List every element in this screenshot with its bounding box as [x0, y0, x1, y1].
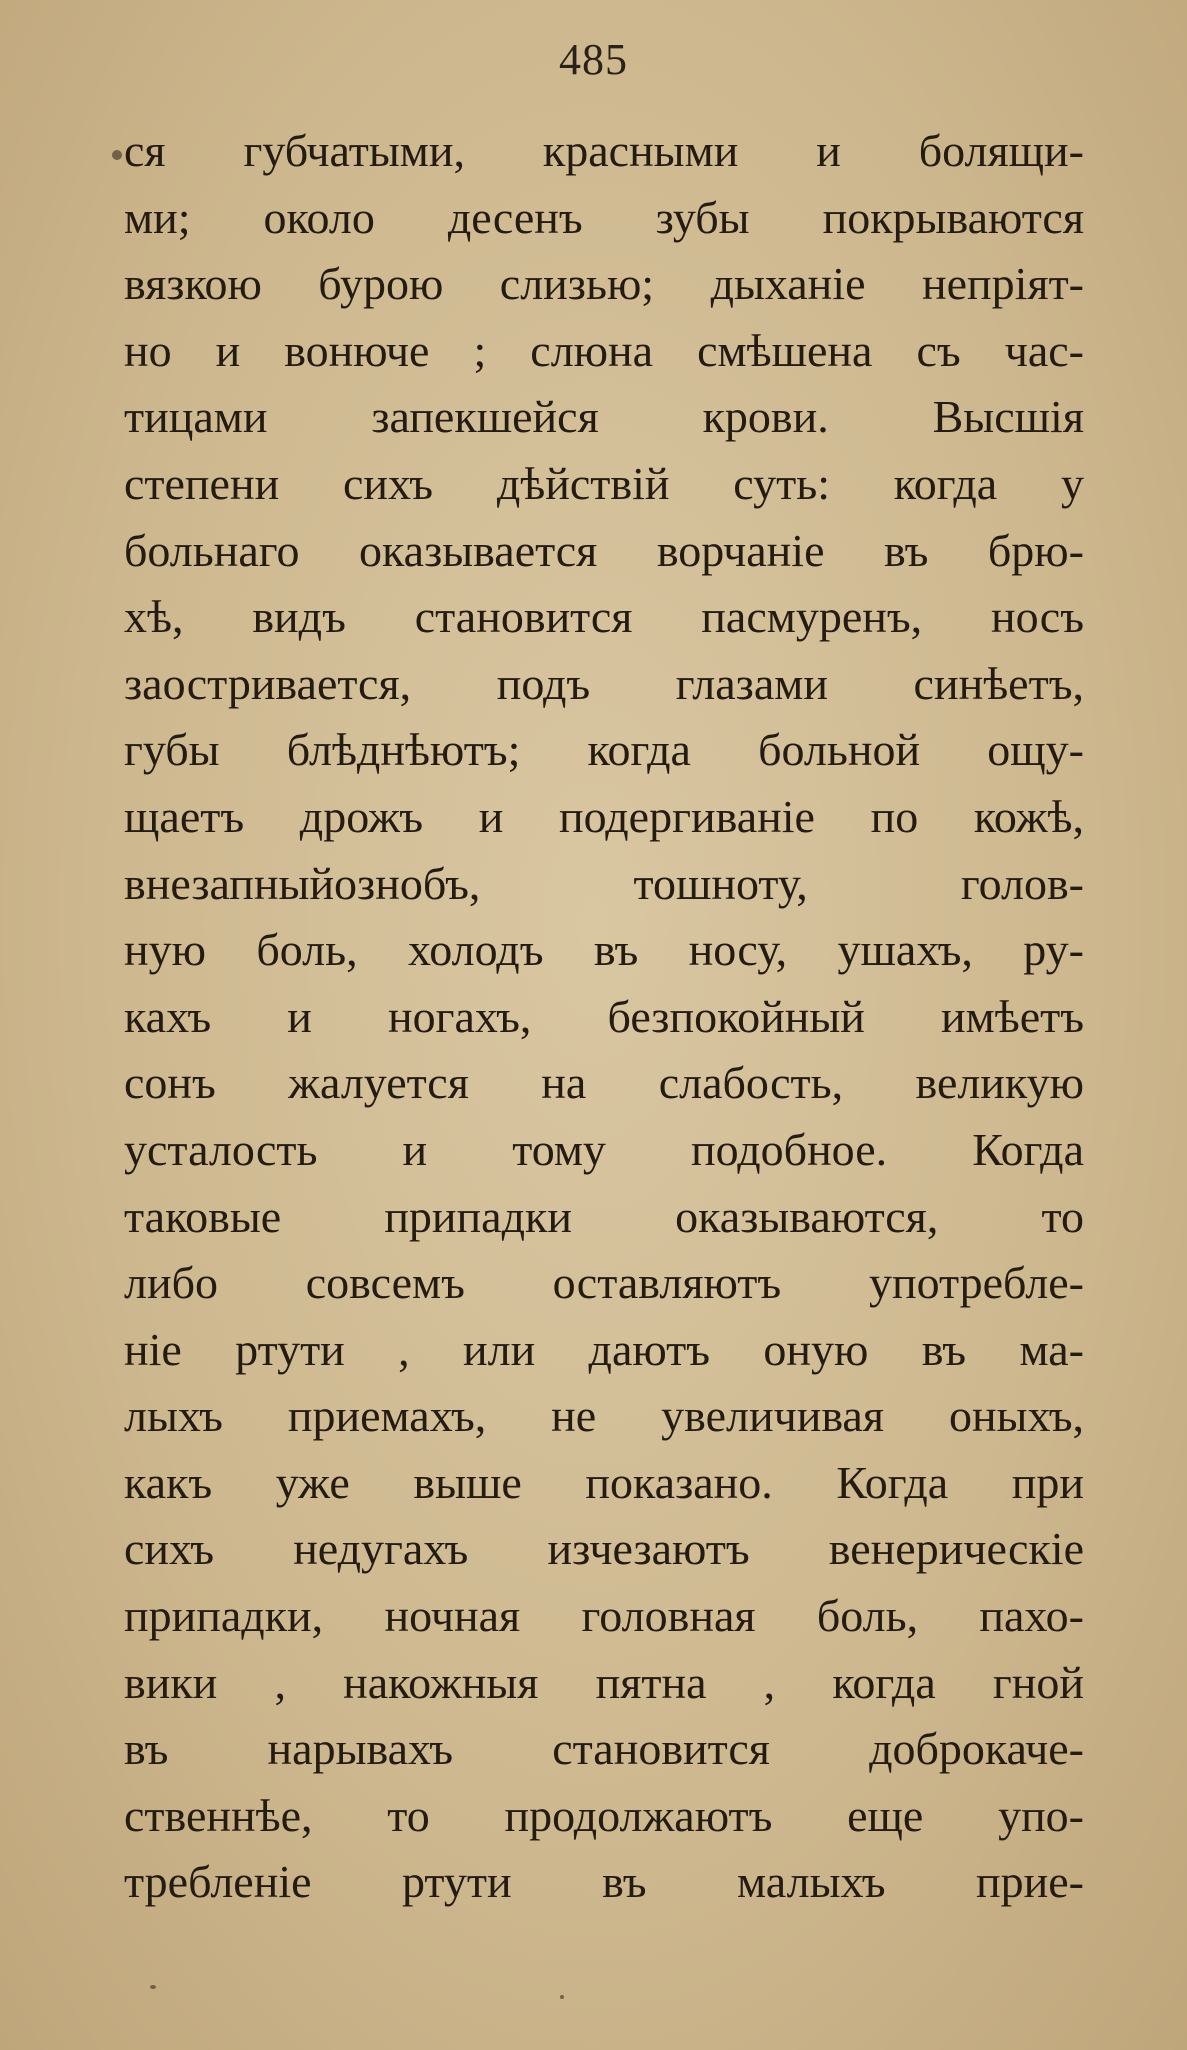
text-line: ми; около десенъ зубы покрываются — [124, 191, 1084, 243]
text-line: заостривается, подъ глазами синѣетъ, — [124, 657, 1084, 709]
text-line: требленіе ртути въ малыхъ прие- — [124, 1856, 1084, 1908]
text-line: ственнѣе, то продолжаютъ еще упо- — [124, 1789, 1084, 1841]
ink-speck — [150, 1985, 156, 1989]
text-line: внезапныйознобъ, тошноту, голов- — [124, 857, 1084, 909]
text-line: вики , накожныя пятна , когда гной — [124, 1656, 1084, 1708]
ink-speck — [560, 1995, 564, 1999]
text-line: щаетъ дрожъ и подергиваніе по кожѣ, — [124, 790, 1084, 842]
text-line: какъ уже выше показано. Когда при — [124, 1456, 1084, 1508]
text-line: хѣ, видъ становится пасмуренъ, носъ — [124, 591, 1084, 643]
text-line: степени сихъ дѣйствій суть: когда у — [124, 457, 1084, 509]
text-line: тицами запекшейся крови. Высшія — [124, 391, 1084, 443]
text-line: припадки, ночная головная боль, пахо- — [124, 1590, 1084, 1642]
body-text — [124, 118, 1084, 1916]
text-line: сихъ недугахъ изчезаютъ венерическіе — [124, 1523, 1084, 1575]
text-line: кахъ и ногахъ, безпокойный имѣетъ — [124, 990, 1084, 1042]
ink-speck — [112, 150, 122, 160]
page-number: 485 — [559, 35, 628, 84]
text-line: больнаго оказывается ворчаніе въ брю- — [124, 524, 1084, 576]
text-line: губы блѣднѣютъ; когда больной ощу- — [124, 724, 1084, 776]
text-line: въ нарывахъ становится доброкаче- — [124, 1723, 1084, 1775]
text-line: сонъ жалуется на слабость, великую — [124, 1057, 1084, 1109]
text-line: либо совсемъ оставляютъ употребле- — [124, 1257, 1084, 1309]
text-line: вязкою бурою слизью; дыханіе непріят- — [124, 258, 1084, 310]
text-line: усталость и тому подобное. Когда — [124, 1123, 1084, 1175]
text-line: ся губчатыми, красными и болящи- — [124, 125, 1084, 176]
text-line: ніе ртути , или даютъ оную въ ма- — [124, 1323, 1084, 1375]
text-line: но и вонюче ; слюна смѣшена съ час- — [124, 324, 1084, 376]
text-line: таковые припадки оказываются, то — [124, 1190, 1084, 1242]
text-line: ную боль, холодъ въ носу, ушахъ, ру- — [124, 924, 1084, 976]
text-line: лыхъ приемахъ, не увеличивая оныхъ, — [124, 1390, 1084, 1442]
